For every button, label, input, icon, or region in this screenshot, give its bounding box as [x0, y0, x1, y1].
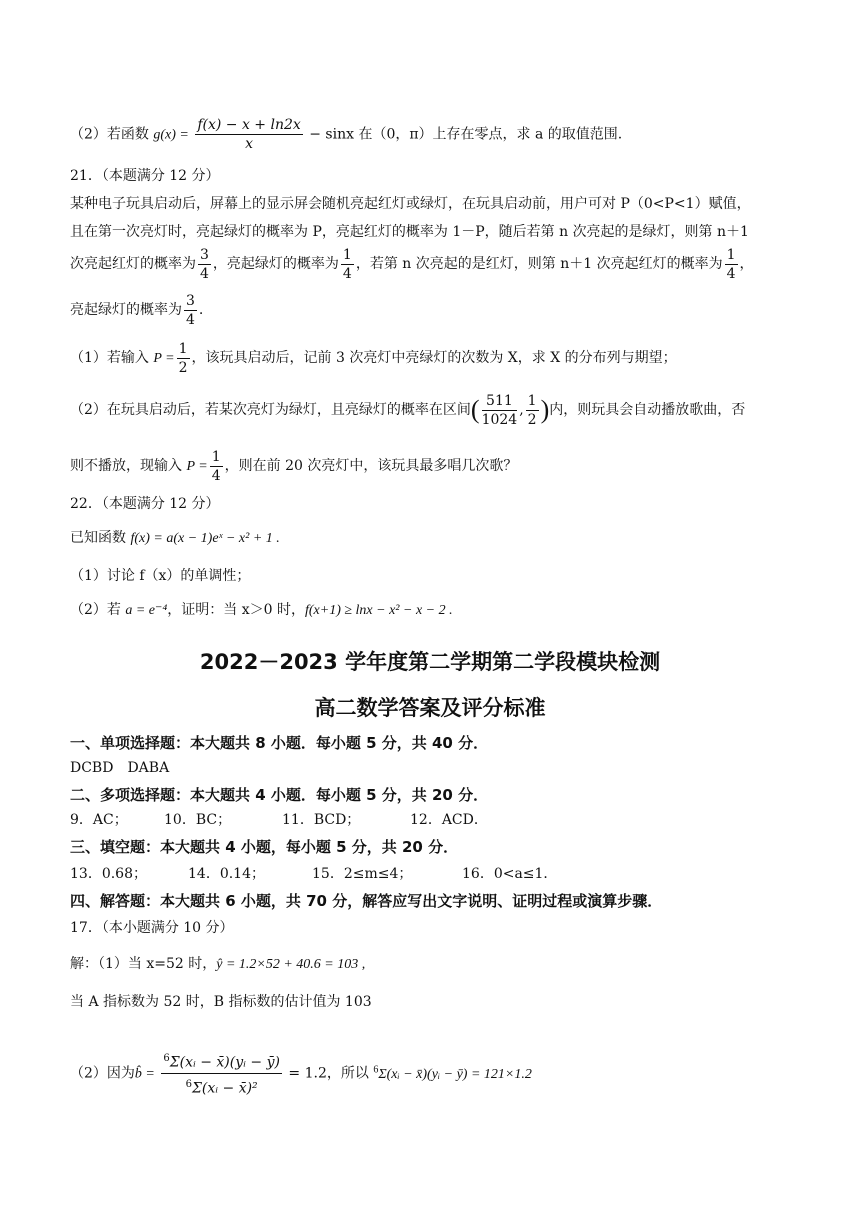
answer-subtitle: 高二数学答案及评分标准 — [314, 696, 546, 720]
section-3-heading: 三、填空题：本大题共 4 小题，每小题 5 分，共 20 分． — [70, 838, 459, 856]
section-3-answers: 13．0.68； 14．0.14； 15．2≤m≤4； 16．0<a≤1． — [70, 866, 558, 882]
q20-part2: （2）若函数 g(x) = $\frac{f(x) - x + \ln 2x}{x}$ − sinx 在（0，π）上存在零点，求 a 的取值范围. — [70, 117, 623, 152]
section-1-answers: DCBD DABA — [70, 760, 170, 776]
q21-title: 21．（本题满分 12 分） — [70, 168, 220, 184]
section-1-heading: 一、单项选择题：本大题共 8 小题．每小题 5 分，共 40 分． — [70, 734, 489, 752]
q22-part1: （1）讨论 f（x）的单调性； — [70, 568, 251, 584]
q22-title: 22．（本题满分 12 分） — [70, 496, 220, 512]
q22-part2: （2）若 a = e⁻⁴，证明：当 x＞0 时，f(x+1) ≥ lnx − x² − x − 2 . — [70, 602, 453, 618]
b-hat-fraction: $\frac{^6\Sigma(xᵢ - x̄)(yᵢ - ȳ)}{^6\Sigma(xᵢ - x̄)^2}$ — [161, 1048, 282, 1100]
q21-line2: 且在第一次亮灯时，亮起绿灯的概率为 P，亮起红灯的概率为 1－P，随后若第 n 次亮起的是绿灯，则第 n＋1 — [70, 224, 749, 240]
q21-line4: 亮起绿灯的概率为 $\frac{3}{4}$ . — [70, 292, 204, 328]
answer-title: 2022－2023 学年度第二学期第二学段模块检测 — [199, 650, 661, 674]
q21-line3: 次亮起红灯的概率为 $\frac{3}{4}$ ，亮起绿灯的概率为 $\frac{1}{4}$ ，若第 n 次亮起的是红灯，则第 n＋1 次亮起红灯的概率为 $\frac{1}{4}$ ， — [70, 246, 754, 282]
section-2-answers: 9．AC； 10．BC； 11．BCD； 12．ACD． — [70, 812, 488, 828]
section-2-heading: 二、多项选择题：本大题共 4 小题．每小题 5 分，共 20 分． — [70, 786, 489, 804]
q21-part2: （2）在玩具启动后，若某次亮灯为绿灯，且亮绿灯的概率在区间( $\frac{511}{1024}$ , $\frac{1}{2}$ )内，则玩具会自动播放歌曲，否 — [70, 392, 746, 428]
q21-part2-cont: 则不播放，现输入 P = $\frac{1}{4}$ ，则在前 20 次亮灯中，该玩具最多唱几次歌？ — [70, 448, 518, 484]
q20-fraction: $\frac{f(x) - x + \ln 2x}{x}$ — [197, 117, 301, 152]
q21-line1: 某种电子玩具启动后，屏幕上的显示屏会随机亮起红灯或绿灯，在玩具启动前，用户可对 P（0<P<1）赋值， — [70, 196, 751, 212]
q17-title: 17．（本小题满分 10 分） — [70, 920, 234, 936]
q17-estimate: 当 A 指标数为 52 时，B 指标数的估计值为 103 — [70, 994, 372, 1010]
q22-function: 已知函数 f(x) = a(x − 1)eˣ − x² + 1 . — [70, 530, 280, 546]
q21-part1: （1）若输入 P = $\frac{1}{2}$ ，该玩具启动后，记前 3 次亮灯中亮绿灯的次数为 X，求 X 的分布列与期望； — [70, 340, 677, 376]
q17-part1: 解：（1）当 x=52 时，ŷ = 1.2×52 + 40.6 = 103 , — [70, 956, 366, 972]
q17-part2: （2）因为b̂ = $\frac{^6\Sigma(xᵢ - x̄)(yᵢ - ȳ)}{^6\Sigma(xᵢ - x̄)^2}$ = 1.2，所以 $^6$Σ(xᵢ − x̄)(yᵢ − ȳ) = 121×1.2 — [70, 1028, 532, 1117]
section-4-heading: 四、解答题：本大题共 6 小题，共 70 分，解答应写出文字说明、证明过程或演算步骤． — [70, 892, 663, 910]
g-of-x: g(x) = — [153, 127, 189, 143]
